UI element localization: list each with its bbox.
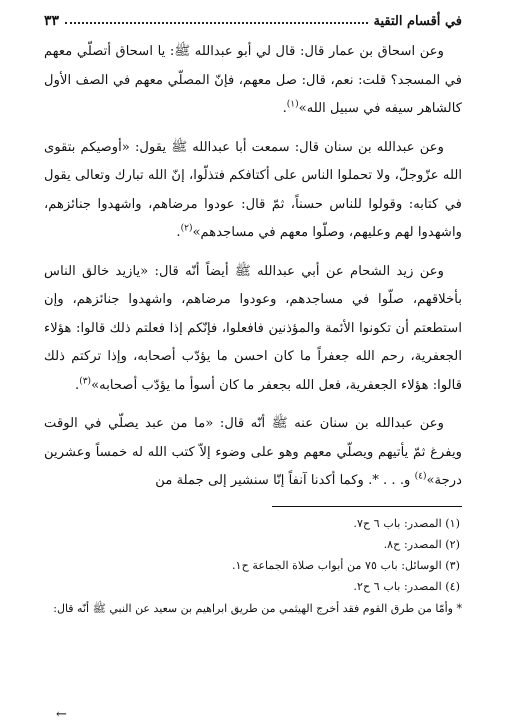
footnote-ref: (٣) <box>79 376 92 387</box>
paragraph <box>44 258 462 401</box>
paragraph-tail: و. . . *. وكما أكدنا آنفاً إنّا سنشير إلى جملة من <box>155 473 415 488</box>
paragraph-text: وعن اسحاق بن عمار قال: قال لي أبو عبدالله ﷺ: يا اسحاق أتصلّي معهم في المسجد؟ قلت: نعم، قال: صل معهم، فإنّ المصلّي معهم في الصف الأول كالشاهر سيفه في سبيل الله» <box>44 44 462 116</box>
footnote: (٤) المصدر: باب ٦ ح٢. <box>353 579 460 593</box>
paragraph <box>44 134 462 248</box>
continued-arrow-icon: ← <box>56 707 67 722</box>
footnote-ref: (١) <box>286 99 299 110</box>
paragraph-tail: . <box>74 377 80 393</box>
paragraph <box>44 410 462 496</box>
running-header <box>44 8 462 34</box>
page-number: ٣٣ <box>44 13 60 29</box>
paragraph <box>44 38 462 124</box>
footnote-separator <box>272 506 462 507</box>
asterisk-note: * وأمّا من طرق القوم فقد أخرج الهيثمي من طريق ابراهيم بن سعيد عن النبي ﷺ أنّه قال: <box>53 601 462 615</box>
footnotes <box>44 513 462 618</box>
footnote-ref: (٤) <box>414 471 427 482</box>
footnote: (٢) المصدر: ح٨. <box>383 537 460 551</box>
main-text <box>44 38 462 496</box>
paragraph-text: وعن زيد الشحام عن أبي عبدالله ﷺ أيضاً أنّه قال: «يازيد خالق الناس بأخلاقهم، صلّوا في مساجدهم، وعودوا مرضاهم، واشهدوا جنائزهم، وإن استطعتم أن تكونوا الأئمة والمؤذنين فافعلوا، فإنّكم إذا فعلتم ذلك قالوا: هؤلاء الجعفرية، رحم الله جعفراً ما كان احسن ما يؤدّب أصحابه، وإذا تركتم ذلك قالوا: هؤلاء الجعفرية، فعل الله بجعفر ما كان أسوأ ما يؤدّب أصحابه» <box>44 263 462 393</box>
footnote-ref: (٢) <box>180 223 193 234</box>
paragraph-text: وعن عبدالله بن سنان قال: سمعت أبا عبدالله ﷺ يقول: «أوصيكم بتقوى الله عزّوجلّ، ولا تحملوا الناس على أكتافكم فتذلّوا، إنّ الله تبارك وتعالى يقول في كتابه: وقولوا للناس حسناً، ثمّ قال: عودوا مرضاهم، واشهدوا جنائزهم، واشهدوا لهم وعليهم، وصلّوا معهم في مساجدهم» <box>44 139 462 240</box>
footnote: (١) المصدر: باب ٦ ح٧. <box>353 516 460 530</box>
header-dot-leader <box>65 22 367 24</box>
paragraph-text: وعن عبدالله بن سنان عنه ﷺ أنّه قال: «ما من عبد يصلّي في الوقت ويفرغ ثمّ يأتيهم ويصلّي معهم وهو على وضوء إلاّ كتب الله له خمساً وعشرين درجة» <box>44 416 462 488</box>
chapter-title: في أقسام التقية <box>373 13 462 29</box>
footnote: (٣) الوسائل: باب ٧٥ من أبواب صلاة الجماعة ح١. <box>231 558 460 572</box>
paragraph-tail: . <box>282 101 287 116</box>
paragraph-tail: . <box>176 225 181 240</box>
